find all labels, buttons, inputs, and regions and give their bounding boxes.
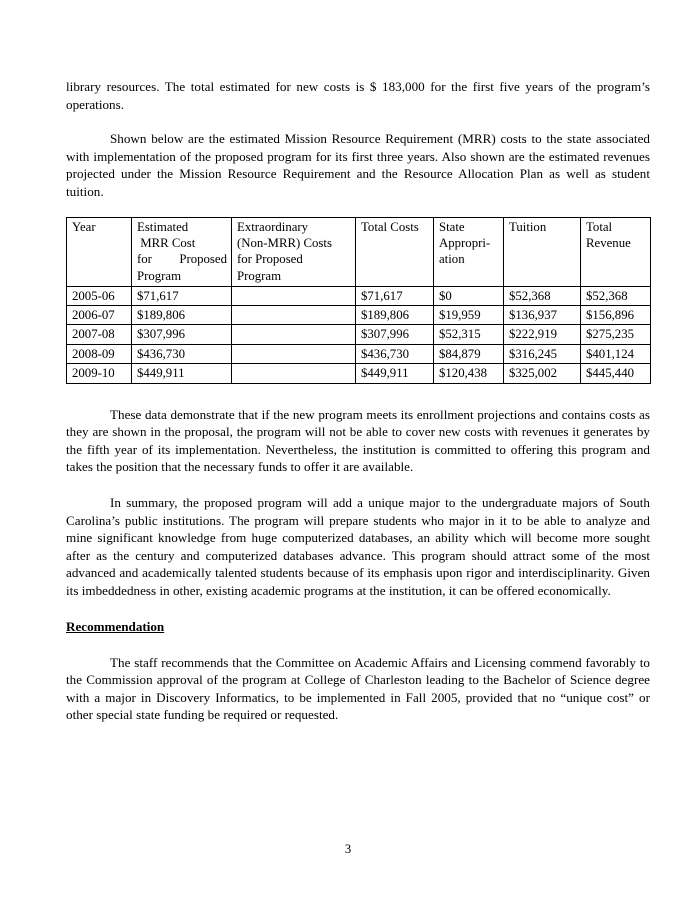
cell-estimated-mrr: $307,996 [132,325,232,344]
column-header-tuition [504,217,581,286]
table-row [67,344,651,363]
header-state-appropriation-line3: ation [439,252,465,267]
paragraph-summary: In summary, the proposed program will add a unique major to the undergraduate majors of South Carolina’s public institutions. The program will prepare students who major in it to be able to analyze and mine significant knowledge from huge computerized databases, an ability which will become more sought after as the century and computerized databases advance. This program should attract some of the most advanced and academically talented students because of its emphasis upon rigor and interdisciplinarity. Given its imbeddedness in other, existing academic programs at the institution, it can be offered economically. [66,494,650,598]
cell-extraordinary [232,325,356,344]
cell-state-appropriation: $120,438 [434,364,504,383]
cell-total-costs: $189,806 [356,305,434,324]
cell-total-costs: $307,996 [356,325,434,344]
paragraph-mrr-intro: Shown below are the estimated Mission Resource Requirement (MRR) costs to the state associated with implementation of the proposed program for its first three years. Also shown are the estimated revenues projected under the Mission Resource Requirement and the Resource Allocation Plan as well as student tuition. [66,131,650,199]
cell-state-appropriation: $19,959 [434,305,504,324]
header-estimated-line4: Program [137,268,182,283]
paragraph-spacer [66,113,650,130]
cell-total-costs: $436,730 [356,344,434,363]
column-header-total-revenue [581,217,651,286]
column-header-total-costs [356,217,434,286]
table-row [67,286,651,305]
header-extraordinary-line3: for Proposed [237,252,303,267]
paragraph-data-demonstrate: These data demonstrate that if the new program meets its enrollment projections and contains costs as they are shown in the proposal, the program will not be able to cover new costs with revenues it generates by the fifth year of its implementation. Nevertheless, the institution is committed to offering this program and takes the position that the necessary funds to offer it are available. [66,406,650,475]
cell-estimated-mrr: $71,617 [132,286,232,305]
cell-tuition: $316,245 [504,344,581,363]
column-header-state-appropriation [434,217,504,286]
cell-year: 2007-08 [67,325,132,344]
cell-year: 2005-06 [67,286,132,305]
cell-total-revenue: $156,896 [581,305,651,324]
cell-state-appropriation: $0 [434,286,504,305]
cell-year: 2009-10 [67,364,132,383]
table-spacer [66,384,650,406]
section-heading-recommendation: Recommendation [66,618,165,634]
paragraph-spacer [66,600,650,618]
header-state-appropriation-line2: Appropri- [439,235,491,250]
header-estimated-line1: Estimated [137,219,189,234]
header-extraordinary-line2: (Non-MRR) Costs [237,235,332,250]
cell-extraordinary [232,344,356,363]
header-year-text: Year [72,219,96,234]
cell-tuition: $222,919 [504,325,581,344]
column-header-extraordinary-costs [232,217,356,286]
cell-extraordinary [232,364,356,383]
cell-total-costs: $449,911 [356,364,434,383]
cell-state-appropriation: $84,879 [434,344,504,363]
table-row [67,305,651,324]
cell-extraordinary [232,305,356,324]
cell-total-revenue: $401,124 [581,344,651,363]
table-row [67,364,651,383]
cell-estimated-mrr: $189,806 [132,305,232,324]
cell-tuition: $136,937 [504,305,581,324]
header-total-revenue-line2: Revenue [586,235,631,250]
cell-year: 2006-07 [67,305,132,324]
header-estimated-line2: MRR Cost [137,235,196,250]
paragraph-staff-recommends: The staff recommends that the Committee on Academic Affairs and Licensing commend favorably to the Commission approval of the program at College of Charleston leading to the Bachelor of Science degree with a major in Discovery Informatics, to be implemented in Fall 2005, provided that no “unique cost” or other special state funding be required or requested. [66,654,650,723]
cell-total-revenue: $52,368 [581,286,651,305]
table-body [67,286,651,383]
cell-tuition: $325,002 [504,364,581,383]
column-header-estimated-mrr-cost [132,217,232,286]
header-total-costs-text: Total Costs [361,219,419,234]
cell-estimated-mrr: $449,911 [132,364,232,383]
cell-total-revenue: $275,235 [581,325,651,344]
header-state-appropriation-line1: State [439,219,465,234]
header-tuition-text: Tuition [509,219,547,234]
cell-year: 2008-09 [67,344,132,363]
cell-tuition: $52,368 [504,286,581,305]
heading-spacer [66,636,650,654]
column-header-year [67,217,132,286]
paragraph-spacer [66,476,650,494]
header-extraordinary-line1: Extraordinary [237,219,309,234]
cell-total-costs: $71,617 [356,286,434,305]
financial-table-container [66,217,650,384]
page-content [66,78,650,724]
table-row [67,325,651,344]
page-number-footer: 3 [344,842,352,856]
header-total-revenue-line1: Total [586,219,613,234]
mrr-cost-revenue-table [66,217,651,384]
cell-extraordinary [232,286,356,305]
header-estimated-line3: for Proposed [137,252,227,267]
table-header-row [67,217,651,286]
header-extraordinary-line4: Program [237,268,282,283]
cell-estimated-mrr: $436,730 [132,344,232,363]
cell-total-revenue: $445,440 [581,364,651,383]
paragraph-library-resources: library resources. The total estimated for new costs is $ 183,000 for the first five years of the program’s operations. [66,79,650,112]
cell-state-appropriation: $52,315 [434,325,504,344]
